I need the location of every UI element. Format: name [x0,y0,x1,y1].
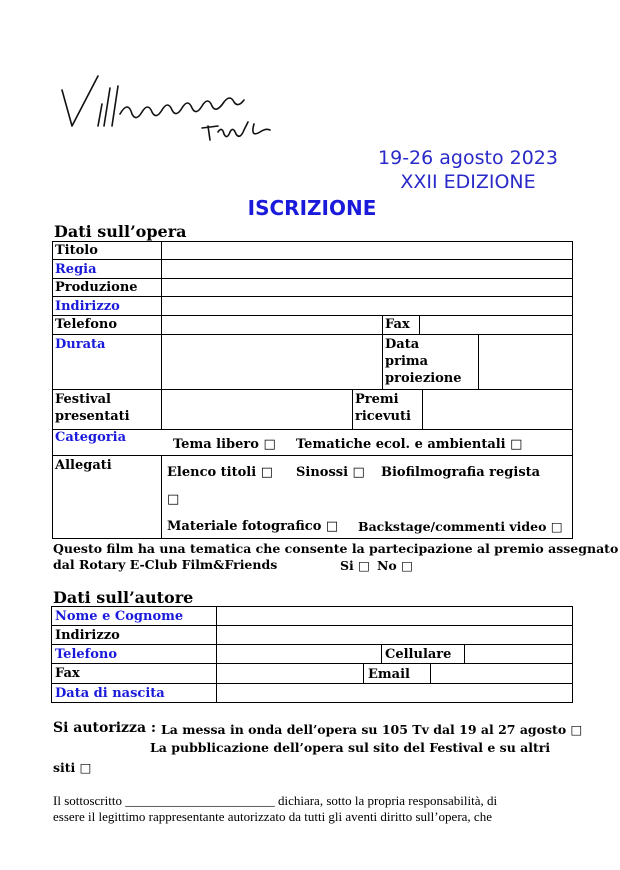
checkbox-elenco-titoli[interactable]: Elenco titoli □ [167,465,273,480]
rotary-line-1: Questo film ha una tematica che consente la partecipazione al premio assegnato [53,541,619,556]
label-data-prima-proiezione: Data prima proiezione [385,337,462,386]
label-nome-cognome: Nome e Cognome [55,609,184,624]
edition-number: XXII EDIZIONE [400,171,536,193]
label-premi-ricevuti: Premi ricevuti [355,392,411,424]
label-titolo: Titolo [55,243,98,258]
label-durata: Durata [55,337,106,352]
label-regia: Regia [55,262,97,277]
checkbox-pubblicazione-siti[interactable]: siti □ [53,760,92,775]
nome-sottoscritto-field[interactable]: _______________________ [125,793,275,808]
label-autore-fax: Fax [55,666,80,681]
section-title-opera: Dati sull’opera [54,222,187,241]
label-biofilmografia: Biofilmografia regista [381,465,541,480]
label-indirizzo: Indirizzo [55,299,120,314]
festival-dates: 19-26 agosto 2023 [378,147,558,169]
checkbox-backstage[interactable]: Backstage/commenti video □ [358,519,563,534]
dichiarazione-line-1: Il sottoscritto _______________________ dichiara, sotto la propria responsabilità, di [53,793,498,808]
label-produzione: Produzione [55,280,138,295]
checkbox-materiale-fotografico[interactable]: Materiale fotografico □ [167,519,339,534]
label-festival-presentati: Festival presentati [55,392,130,424]
label-telefono: Telefono [55,317,118,332]
checkbox-sinossi[interactable]: Sinossi □ [296,465,365,480]
checkbox-biofilmografia[interactable]: □ [167,492,180,507]
label-cellulare: Cellulare [385,647,452,662]
label-pubblicazione: La pubblicazione dell’opera sul sito del Festival e su altri [150,740,551,755]
label-autore-indirizzo: Indirizzo [55,628,120,643]
label-email: Email [368,667,410,682]
label-autore-telefono: Telefono [55,647,118,662]
festival-logo [58,68,278,150]
label-categoria: Categoria [55,430,127,445]
label-allegati: Allegati [55,458,112,473]
section-title-autore: Dati sull’autore [53,588,194,607]
label-si-autorizza: Si autorizza : [53,720,157,736]
checkbox-rotary-si[interactable]: Si □ [340,558,370,573]
edition-info [338,146,598,194]
checkbox-messa-in-onda[interactable]: La messa in onda dell’opera su 105 Tv dal 19 al 27 agosto □ [161,722,583,737]
checkbox-rotary-no[interactable]: No □ [377,558,413,573]
page-title: ISCRIZIONE [247,196,377,220]
label-fax: Fax [385,317,410,332]
label-data-nascita: Data di nascita [55,686,165,701]
rotary-line-2: dal Rotary E-Club Film&Friends [53,557,278,572]
checkbox-tematiche-ambientali[interactable]: Tematiche ecol. e ambientali □ [296,437,523,452]
dichiarazione-line-2: essere il legittimo rappresentante autorizzato da tutti gli aventi diritto sull’opera, che [53,809,492,824]
checkbox-tema-libero[interactable]: Tema libero □ [173,437,276,452]
